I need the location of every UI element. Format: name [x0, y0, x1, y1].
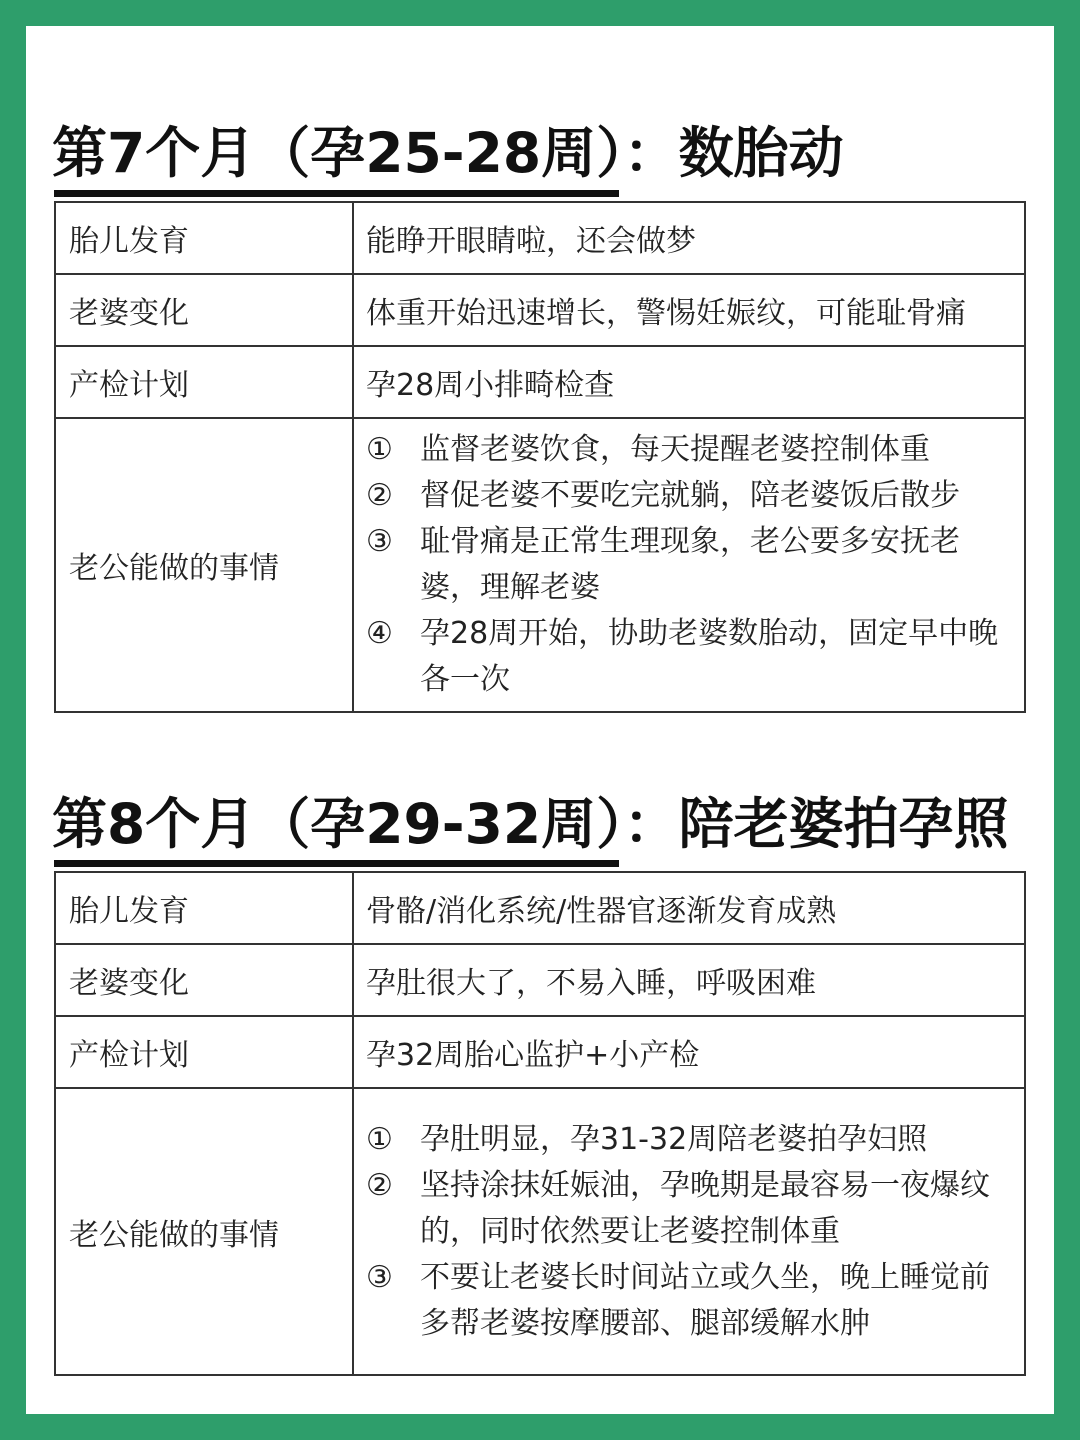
task-text: 监督老婆饮食，每天提醒老婆控制体重 — [420, 432, 930, 467]
circled-number: ③ — [366, 1259, 393, 1295]
table-row — [55, 872, 1025, 944]
task-list — [366, 427, 1012, 703]
tasks-cell — [353, 418, 1025, 712]
list-item — [366, 427, 1012, 473]
row-label: 老婆变化 — [55, 274, 353, 346]
list-item — [366, 473, 1012, 519]
tasks-cell — [353, 1088, 1025, 1375]
task-list — [366, 1117, 1012, 1347]
list-item — [366, 1163, 1012, 1255]
task-text: 坚持涂抹妊娠油，孕晚期是最容易一夜爆纹的，同时依然要让老婆控制体重 — [420, 1167, 990, 1249]
row-value: 孕肚很大了，不易入睡，呼吸困难 — [353, 944, 1025, 1016]
list-item — [366, 611, 1012, 703]
row-label: 产检计划 — [55, 346, 353, 418]
task-text: 耻骨痛是正常生理现象，老公要多安抚老婆，理解老婆 — [420, 524, 960, 605]
tasks-label: 老公能做的事情 — [55, 1088, 353, 1375]
table-row — [55, 346, 1025, 418]
circled-number: ① — [366, 432, 393, 467]
table-row — [55, 944, 1025, 1016]
table-row — [55, 1016, 1025, 1088]
task-text: 孕28周开始，协助老婆数胎动，固定早中晚各一次 — [420, 616, 999, 697]
task-text: 不要让老婆长时间站立或久坐，晚上睡觉前多帮老婆按摩腰部、腿部缓解水肿 — [420, 1259, 990, 1341]
circled-number: ④ — [366, 616, 393, 651]
circled-number: ③ — [366, 524, 393, 559]
row-value: 骨骼/消化系统/性器官逐渐发育成熟 — [353, 872, 1025, 944]
list-item — [366, 1117, 1012, 1163]
list-item — [366, 1255, 1012, 1347]
section8-title-underline — [54, 860, 619, 867]
tasks-label: 老公能做的事情 — [55, 418, 353, 712]
circled-number: ② — [366, 478, 393, 513]
section8-title: 第8个月（孕29-32周）：陪老婆拍孕照 — [52, 792, 1009, 856]
row-value: 孕28周小排畸检查 — [353, 346, 1025, 418]
row-label: 产检计划 — [55, 1016, 353, 1088]
table-row-tasks — [55, 418, 1025, 712]
section8-table — [54, 871, 1026, 1376]
table-row-tasks — [55, 1088, 1025, 1375]
list-item — [366, 519, 1012, 611]
row-value: 孕32周胎心监护+小产检 — [353, 1016, 1025, 1088]
row-value: 能睁开眼睛啦，还会做梦 — [353, 202, 1025, 274]
row-label: 胎儿发育 — [55, 872, 353, 944]
row-label: 胎儿发育 — [55, 202, 353, 274]
task-text: 督促老婆不要吃完就躺，陪老婆饭后散步 — [420, 478, 960, 513]
row-value: 体重开始迅速增长，警惕妊娠纹，可能耻骨痛 — [353, 274, 1025, 346]
content-card — [26, 26, 1054, 1414]
task-text: 孕肚明显，孕31-32周陪老婆拍孕妇照 — [420, 1121, 928, 1157]
section7-title-underline — [54, 190, 619, 197]
section7-title: 第7个月（孕25-28周）：数胎动 — [52, 121, 844, 185]
circled-number: ② — [366, 1167, 393, 1203]
table-row — [55, 202, 1025, 274]
circled-number: ① — [366, 1121, 393, 1157]
table-row — [55, 274, 1025, 346]
section7-table — [54, 201, 1026, 713]
row-label: 老婆变化 — [55, 944, 353, 1016]
